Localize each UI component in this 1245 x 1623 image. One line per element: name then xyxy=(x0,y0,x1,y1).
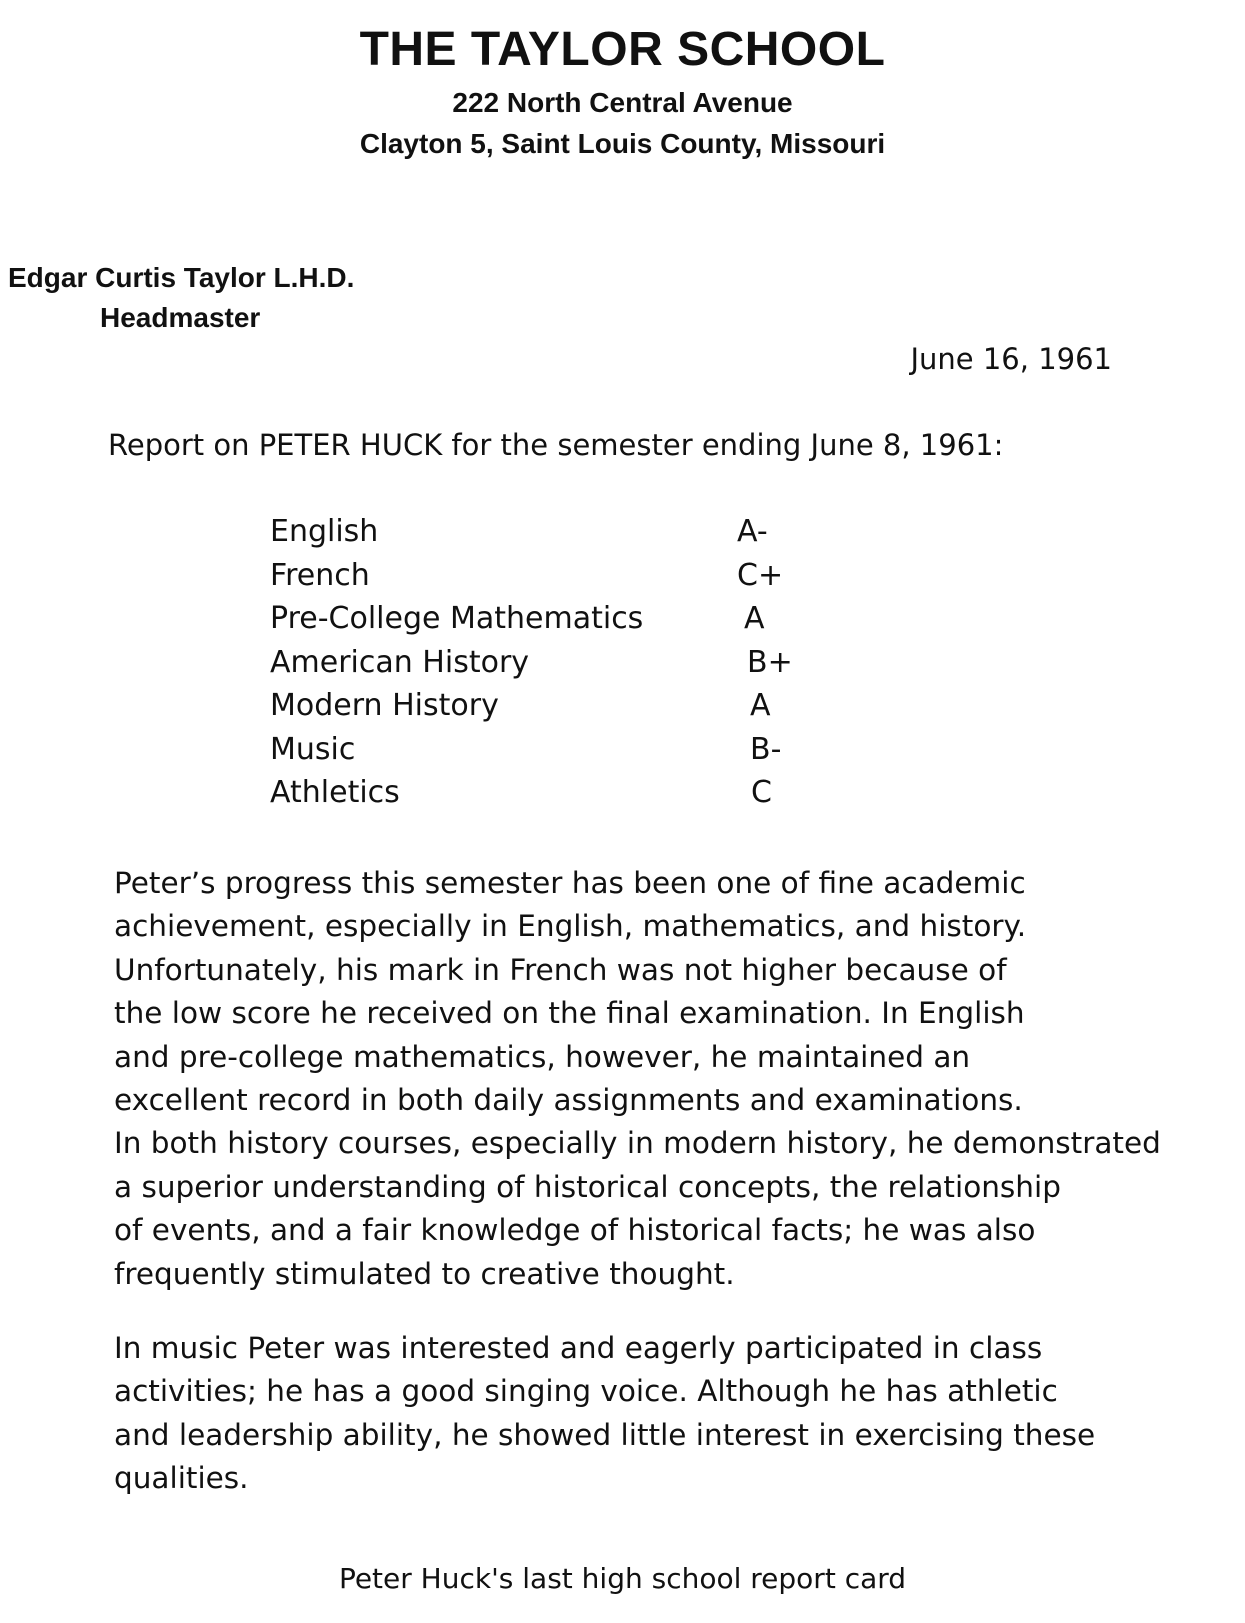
subject-name: French xyxy=(270,557,370,593)
address-line-1: 222 North Central Avenue xyxy=(452,87,793,118)
paragraph-line: the low score he received on the final examination. In English xyxy=(114,996,1025,1031)
subject-name: Pre-College Mathematics xyxy=(270,601,644,636)
grade-row-american-history xyxy=(270,645,830,689)
grade-row-music xyxy=(270,732,830,776)
grade-row-modern-history xyxy=(270,688,830,732)
grade-row-english xyxy=(270,514,830,558)
paragraph-line: activities; he has a good singing voice. Although he has athletic xyxy=(114,1374,1058,1409)
headmaster-name: Edgar Curtis Taylor L.H.D. xyxy=(8,262,355,293)
grade-row-pre-college-mathematics xyxy=(270,601,830,645)
grade-mark: A- xyxy=(737,514,768,549)
letter-date: June 16, 1961 xyxy=(910,342,1112,376)
paragraph-line: In both history courses, especially in modern history, he demonstrated xyxy=(114,1126,1161,1161)
subject-name: English xyxy=(270,514,379,549)
grade-row-french xyxy=(270,558,830,602)
paragraph-line: Peter’s progress this semester has been one of fine academic xyxy=(114,866,1026,900)
grade-mark: C xyxy=(751,775,772,810)
grade-mark: A xyxy=(744,601,765,636)
paragraph-line: and pre-college mathematics, however, he maintained an xyxy=(114,1039,971,1074)
grades-list xyxy=(270,514,830,819)
grade-mark: B+ xyxy=(747,644,793,680)
paragraph-line: In music Peter was interested and eagerly participated in class xyxy=(114,1331,1043,1365)
paragraph-line: achievement, especially in English, mathematics, and history. xyxy=(114,909,1027,944)
paragraph-line: frequently stimulated to creative thought. xyxy=(114,1256,735,1291)
paragraph-line: a superior understanding of historical concepts, the relationship xyxy=(114,1169,1061,1204)
address-line-2: Clayton 5, Saint Louis County, Missouri xyxy=(359,128,886,159)
paragraph-line: Unfortunately, his mark in French was not higher because of xyxy=(114,952,1007,987)
image-caption: Peter Huck's last high school report card xyxy=(338,1562,907,1595)
paragraph-line: and leadership ability, he showed little interest in exercising these xyxy=(114,1417,1096,1452)
report-intro: Report on PETER HUCK for the semester ending June 8, 1961: xyxy=(108,428,1004,462)
subject-name: Modern History xyxy=(270,688,499,723)
music-athletics-paragraph xyxy=(114,1327,1224,1501)
school-name: THE TAYLOR SCHOOL xyxy=(359,23,886,76)
paragraph-line: of events, and a fair knowledge of historical facts; he was also xyxy=(114,1213,1036,1248)
grade-mark: C+ xyxy=(737,557,784,593)
progress-paragraph xyxy=(114,862,1224,1296)
paragraph-line: excellent record in both daily assignments and examinations. xyxy=(114,1083,1023,1118)
grade-mark: B- xyxy=(750,731,782,767)
grade-row-athletics xyxy=(270,775,830,819)
subject-name: Athletics xyxy=(270,775,400,810)
subject-name: Music xyxy=(270,731,356,767)
headmaster-title: Headmaster xyxy=(100,302,261,333)
paragraph-line: qualities. xyxy=(114,1461,249,1496)
subject-name: American History xyxy=(270,644,530,680)
grade-mark: A xyxy=(750,688,771,723)
